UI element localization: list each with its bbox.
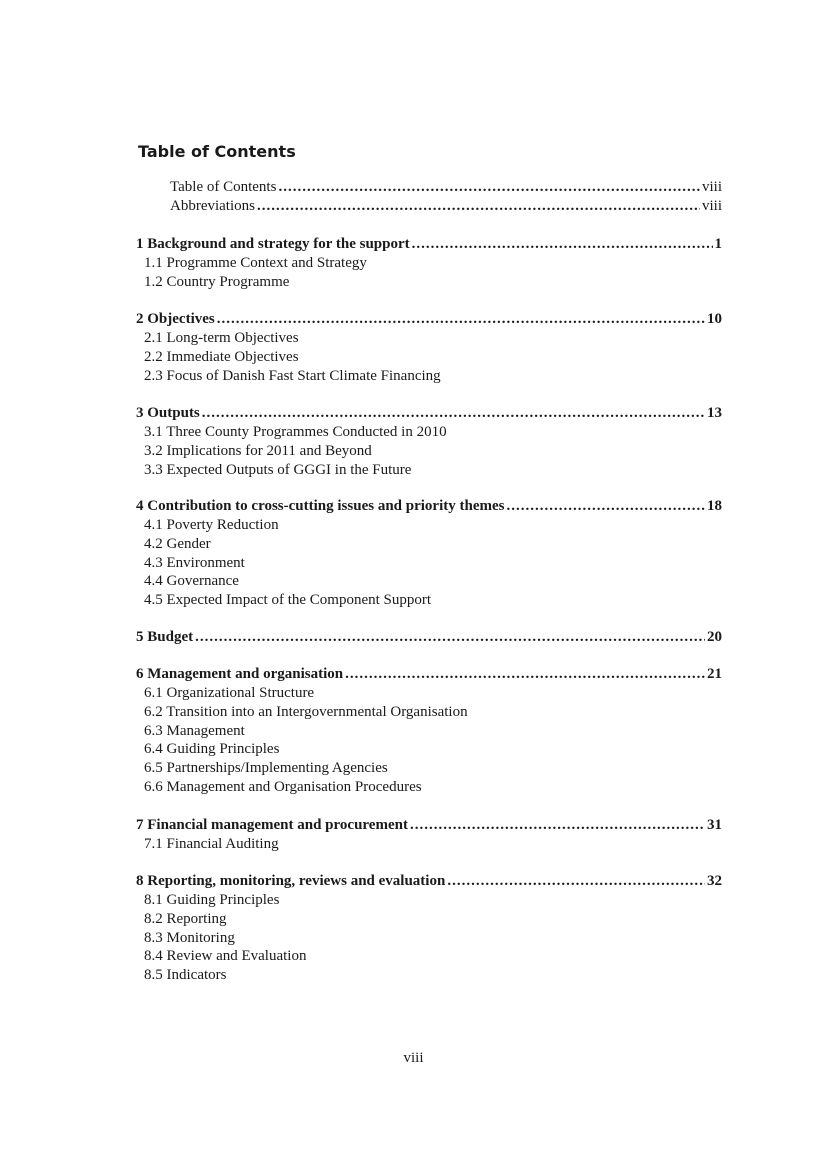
- page-title: Table of Contents: [138, 142, 296, 161]
- toc-chapter-entry[interactable]: [136, 404, 722, 423]
- toc-leader-dots: [447, 872, 705, 891]
- toc-chapter-entry[interactable]: [136, 235, 722, 254]
- toc-leader-dots: [257, 197, 700, 216]
- toc-leader-dots: [345, 665, 705, 684]
- toc-subsection-item[interactable]: 2.1 Long-term Objectives: [144, 330, 299, 346]
- toc-subsection-item[interactable]: 8.2 Reporting: [144, 910, 227, 927]
- toc-leader-dots: [410, 816, 705, 835]
- toc-front-entry[interactable]: [170, 178, 722, 197]
- page-number: viii: [403, 1050, 424, 1066]
- toc-subsection-item[interactable]: 4.4 Governance: [144, 573, 239, 590]
- toc-leader-dots: [217, 310, 705, 329]
- toc-leader-dots: [412, 235, 713, 254]
- toc-subsection-item[interactable]: 4.2 Gender: [144, 535, 211, 552]
- toc-chapter-label: 2 Objectives: [136, 311, 215, 327]
- toc-subsection-item[interactable]: 4.3 Environment: [144, 554, 245, 571]
- toc-subsection-item[interactable]: 6.5 Partnerships/Implementing Agencies: [144, 760, 388, 777]
- toc-subsection-item[interactable]: 3.3 Expected Outputs of GGGI in the Future: [144, 461, 412, 478]
- toc-subsection-item[interactable]: 6.1 Organizational Structure: [144, 685, 315, 701]
- toc-subsection-item[interactable]: 6.4 Guiding Principles: [144, 741, 280, 758]
- toc-subsection-item[interactable]: 8.3 Monitoring: [144, 929, 235, 946]
- toc-subsection-item[interactable]: 3.1 Three County Programmes Conducted in 2010: [144, 424, 447, 440]
- toc-chapter-entry[interactable]: [136, 816, 722, 835]
- toc-entry-label: Abbreviations: [170, 198, 255, 214]
- toc-chapter-label: 3 Outputs: [136, 405, 200, 421]
- toc-chapter-label: 8 Reporting, monitoring, reviews and evaluation: [136, 873, 446, 889]
- toc-leader-dots: [278, 178, 700, 197]
- toc-subsection-item[interactable]: 6.2 Transition into an Intergovernmental Organisation: [144, 703, 468, 720]
- toc-subsection-item[interactable]: 8.5 Indicators: [144, 967, 227, 984]
- toc-subsection-item[interactable]: 3.2 Implications for 2011 and Beyond: [144, 442, 372, 459]
- toc-chapter-page: 32: [707, 873, 722, 889]
- toc-chapter-page: 31: [707, 817, 722, 833]
- toc-chapter-entry[interactable]: [136, 497, 722, 516]
- toc-entry-label: Table of Contents: [170, 179, 277, 195]
- toc-chapter-label: 5 Budget: [136, 629, 194, 645]
- toc-chapter-page: 13: [707, 405, 722, 421]
- toc-leader-dots: [202, 404, 705, 423]
- toc-subsection-item[interactable]: 2.3 Focus of Danish Fast Start Climate Financing: [144, 367, 441, 384]
- toc-subsection-item[interactable]: 4.1 Poverty Reduction: [144, 517, 279, 533]
- toc-chapter-label: 7 Financial management and procurement: [136, 817, 408, 833]
- toc-chapter-label: 4 Contribution to cross-cutting issues and priority themes: [136, 498, 505, 514]
- toc-subsection-item[interactable]: 7.1 Financial Auditing: [144, 836, 279, 852]
- toc-chapter-page: 21: [707, 666, 722, 682]
- toc-subsection-item[interactable]: 6.3 Management: [144, 722, 245, 739]
- toc-entry-page: viii: [701, 198, 722, 214]
- toc-chapter-page: 20: [707, 629, 722, 645]
- toc-leader-dots: [506, 497, 705, 516]
- toc-subsection-item[interactable]: 1.2 Country Programme: [144, 273, 290, 290]
- toc-chapter-label: 6 Management and organisation: [136, 666, 344, 682]
- toc-subsection-item[interactable]: 4.5 Expected Impact of the Component Support: [144, 592, 432, 609]
- toc-chapter-entry[interactable]: [136, 628, 722, 647]
- toc-chapter-page: 10: [707, 311, 722, 327]
- toc-leader-dots: [195, 628, 705, 647]
- toc-chapter-entry[interactable]: [136, 310, 722, 329]
- toc-subsection-item[interactable]: 6.6 Management and Organisation Procedures: [144, 779, 422, 795]
- toc-subsection-item[interactable]: 1.1 Programme Context and Strategy: [144, 255, 367, 271]
- toc-subsection-item[interactable]: 8.4 Review and Evaluation: [144, 948, 307, 965]
- toc-front-entry[interactable]: [170, 197, 722, 216]
- toc-chapter-page: 1: [714, 236, 722, 252]
- toc-entry-page: viii: [701, 179, 722, 195]
- toc-subsection-item[interactable]: 2.2 Immediate Objectives: [144, 348, 299, 365]
- toc-chapter-label: 1 Background and strategy for the support: [136, 236, 410, 252]
- toc-chapter-page: 18: [707, 498, 722, 514]
- toc-chapter-entry[interactable]: [136, 872, 722, 891]
- toc-chapter-entry[interactable]: [136, 665, 722, 684]
- toc-subsection-item[interactable]: 8.1 Guiding Principles: [144, 892, 280, 908]
